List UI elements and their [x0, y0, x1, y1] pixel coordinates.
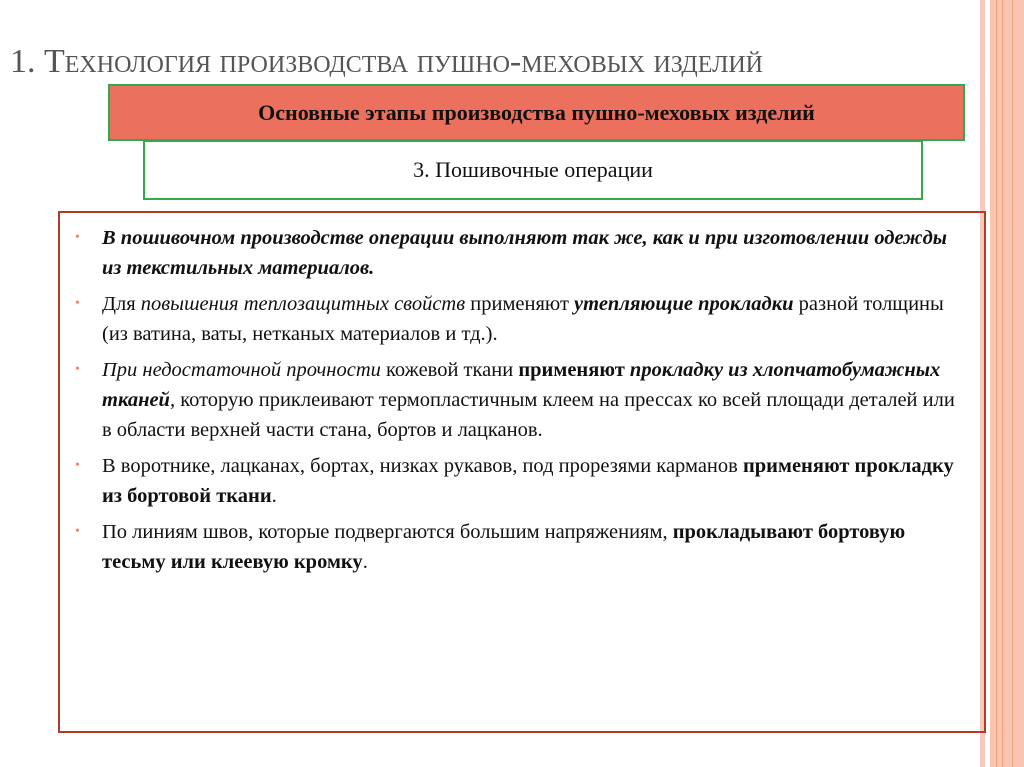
- text-run: , которую приклеивают термопластичным клеем на прессах ко всей площади деталей или в области верхней части стана, бортов и лацканов.: [102, 389, 955, 441]
- section-header: Основные этапы производства пушно-меховых изделий: [108, 84, 965, 141]
- text-run: По линиям швов, которые подвергаются большим напряжениям,: [102, 521, 673, 543]
- text-run: В воротнике, лацканах, бортах, низках рукавов, под прорезями карманов: [102, 455, 743, 477]
- text-run: утепляющие прокладки: [574, 293, 794, 315]
- text-run: прокладку из хлопчатобумажных тканей: [102, 359, 941, 411]
- bullet-item: [102, 223, 964, 283]
- content-box: [58, 211, 986, 733]
- text-run: Для: [102, 293, 141, 315]
- text-run: В пошивочном производстве операции выполняют так же, как и при изготовлении одежды из текстильных материалов.: [102, 227, 947, 279]
- bullet-item: [102, 355, 964, 445]
- text-run: кожевой ткани: [380, 359, 519, 381]
- decor-band: [990, 0, 1024, 767]
- text-run: повышения теплозащитных свойств: [140, 293, 466, 315]
- bullet-item: [102, 289, 964, 349]
- text-run: прокладывают бортовую тесьму или клеевую кромку: [102, 521, 906, 573]
- slide-title: 1. Технология производства пушно-меховых изделий: [10, 43, 764, 80]
- text-run: применяют прокладку из бортовой ткани: [102, 455, 954, 507]
- text-run: .: [271, 485, 277, 507]
- text-run: .: [362, 551, 368, 573]
- subsection-header: 3. Пошивочные операции: [143, 140, 923, 200]
- bullet-item: [102, 517, 964, 577]
- text-run: применяют: [518, 359, 630, 381]
- text-run: применяют: [465, 293, 575, 315]
- bullet-item: [102, 451, 964, 511]
- text-run: При недостаточной прочности: [102, 359, 381, 381]
- bullet-list: [60, 213, 984, 577]
- text-run: разной толщины (из ватина, ваты, нетканых материалов и тд.).: [102, 293, 944, 345]
